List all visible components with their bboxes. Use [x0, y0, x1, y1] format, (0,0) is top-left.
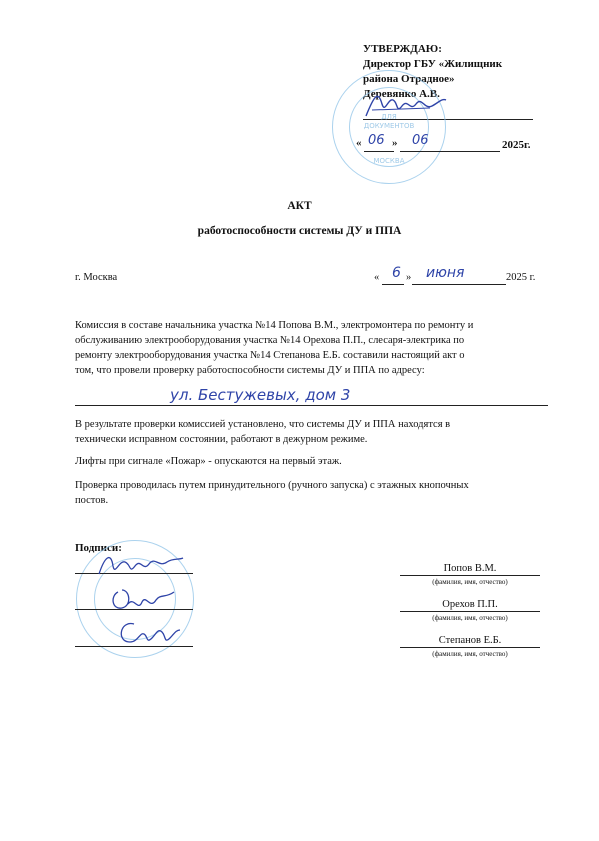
round-seal-stamp: ДЛЯ ДОКУМЕНТОВ МОСКВА [332, 70, 446, 184]
signer-name-2: Орехов П.П. [442, 599, 498, 610]
approval-line-2: района Отрадное» [363, 73, 455, 85]
director-signature [360, 86, 450, 126]
act-date-year: 2025 г. [506, 272, 536, 283]
address-handwritten: ул. Бестужевых, дом 3 [170, 386, 351, 404]
page-subtitle: работоспособности системы ДУ и ППА [197, 225, 402, 237]
signature-stepanov [112, 616, 182, 648]
body-paragraph-2-line-1: В результате проверки комиссией установлено, что системы ДУ и ППА находятся в [75, 419, 451, 430]
approval-line-3: Деревянко А.В. [363, 88, 440, 100]
approval-date-month: 06 [412, 133, 429, 148]
body-paragraph-1-line-2: обслуживанию электрооборудования участка №14 Орехова П.П., слесаря-электрика по [75, 335, 465, 346]
body-paragraph-2-line-2: технически исправном состоянии, работают в дежурном режиме. [75, 434, 368, 445]
approval-date-mid-quote: » [392, 137, 398, 149]
body-paragraph-1-line-1: Комиссия в составе начальника участка №14 Попова В.М., электромонтера по ремонту и [75, 320, 474, 331]
signer-name-3: Степанов Е.Б. [438, 635, 502, 646]
body-paragraph-3: Лифты при сигнале «Пожар» - опускаются на первый этаж. [75, 456, 342, 467]
signatures-heading: Подписи: [75, 542, 122, 554]
address-line [75, 405, 548, 406]
signer-caption-2: (фамилия, имя, отчество) [432, 614, 508, 622]
body-paragraph-1-line-4: том, что провели проверку работоспособности системы ДУ и ППА по адресу: [75, 365, 425, 376]
approval-date-day: 06 [368, 133, 385, 148]
body-paragraph-4-line-2: постов. [75, 495, 109, 506]
act-date-month: июня [426, 265, 465, 281]
signature-orekhov [108, 582, 178, 616]
approval-line-1: Директор ГБУ «Жилищник [363, 58, 503, 70]
signature-popov [95, 550, 185, 580]
act-date-day: 6 [392, 265, 401, 281]
act-date-open-quote: « [374, 272, 380, 283]
city: г. Москва [75, 272, 118, 283]
approval-heading: УТВЕРЖДАЮ: [363, 43, 442, 55]
signer-name-1: Попов В.М. [443, 563, 497, 574]
approval-date-open-quote: « [356, 137, 362, 149]
body-paragraph-1-line-3: ремонту электрооборудования участка №14 Степанова Е.Б. составили настоящий акт о [75, 350, 465, 361]
signer-caption-1: (фамилия, имя, отчество) [432, 578, 508, 586]
page-title: АКТ [287, 200, 312, 212]
body-paragraph-4-line-1: Проверка проводилась путем принудительного (ручного запуска) с этажных кнопочных [75, 480, 469, 491]
approval-date-year: 2025г. [502, 139, 531, 151]
signer-caption-3: (фамилия, имя, отчество) [432, 650, 508, 658]
act-date-mid-quote: » [406, 272, 412, 283]
